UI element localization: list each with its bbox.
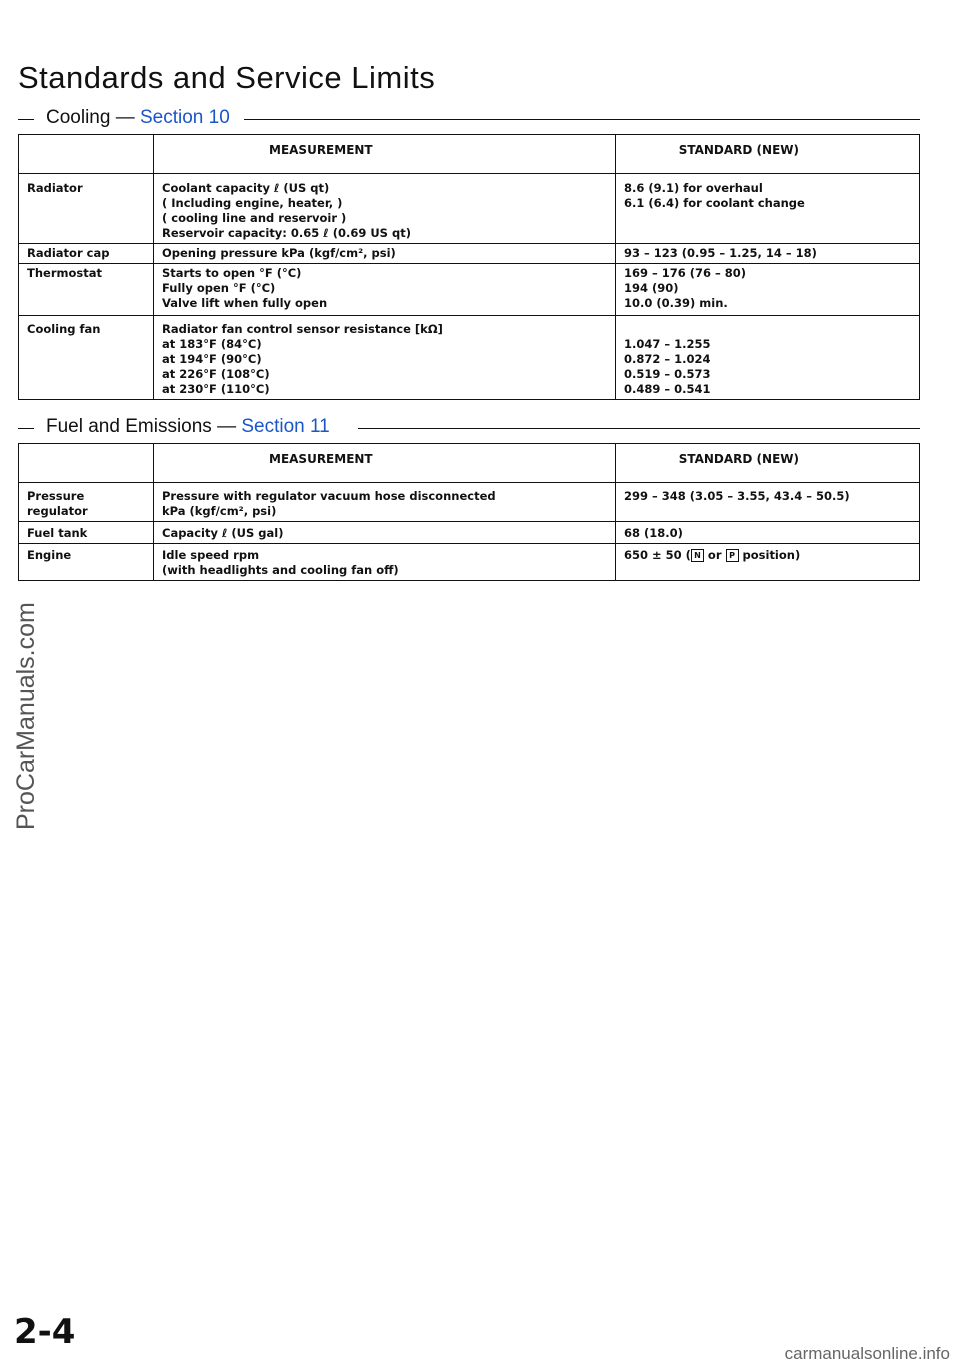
row-item: Fuel tank: [19, 522, 154, 544]
measurement-line: Starts to open °F (°C): [162, 266, 302, 280]
standard-line: 650 ± 50 ( N or P position): [624, 548, 801, 562]
table-row: [19, 316, 920, 400]
measurement-line: Reservoir capacity: 0.65 ℓ (0.69 US qt): [162, 226, 411, 240]
table-row: [19, 244, 920, 264]
fuel-table: [18, 443, 920, 581]
page-title: Standards and Service Limits: [18, 60, 436, 95]
measurement-line: Fully open °F (°C): [162, 281, 276, 295]
measurement-line: Valve lift when fully open: [162, 296, 328, 310]
measurement-line: Idle speed rpm: [162, 548, 260, 562]
park-position-icon: P: [726, 549, 739, 562]
row-item: Cooling fan: [19, 316, 154, 400]
standard-line: 299 – 348 (3.05 – 3.55, 43.4 – 50.5): [624, 489, 850, 503]
fuel-section-header: [18, 416, 920, 440]
divider: [358, 428, 920, 429]
column-header-standard: STANDARD (NEW): [616, 135, 920, 174]
table-row: [19, 483, 920, 522]
measurement-line: at 194°F (90°C): [162, 352, 262, 366]
measurement-line: Pressure with regulator vacuum hose disconnected: [162, 489, 496, 503]
standard-line: 0.519 – 0.573: [624, 367, 711, 381]
table-row: [19, 264, 920, 316]
cooling-section-header: [18, 107, 920, 131]
table-header-row: [19, 444, 920, 483]
measurement-line: at 230°F (110°C): [162, 382, 270, 396]
divider: [18, 119, 34, 120]
page-number: 2-4: [14, 1312, 76, 1352]
row-item: Thermostat: [19, 264, 154, 316]
row-item: Engine: [19, 544, 154, 581]
table-row: [19, 174, 920, 244]
measurement-line: Coolant capacity ℓ (US qt): [162, 181, 330, 195]
measurement-line: (with headlights and cooling fan off): [162, 563, 399, 577]
table-row: [19, 522, 920, 544]
measurement-line: at 183°F (84°C): [162, 337, 262, 351]
neutral-position-icon: N: [691, 549, 704, 562]
standard-line: 1.047 – 1.255: [624, 337, 711, 351]
measurement-line: ( Including engine, heater, ): [162, 196, 343, 210]
standard-line: 68 (18.0): [624, 526, 683, 540]
watermark: ProCarManuals.com: [12, 602, 40, 830]
measurement-line: ( cooling line and reservoir ): [162, 211, 347, 225]
standard-line: 194 (90): [624, 281, 679, 295]
cooling-title: Cooling —: [46, 107, 135, 128]
row-item: Radiator: [19, 174, 154, 244]
footer-site: carmanualsonline.info: [784, 1344, 950, 1363]
cooling-table: [18, 134, 920, 400]
column-header-measurement: MEASUREMENT: [154, 135, 616, 174]
standard-line: [624, 322, 911, 337]
table-header-row: [19, 135, 920, 174]
standard-line: 169 – 176 (76 – 80): [624, 266, 747, 280]
standard-line: 8.6 (9.1) for overhaul: [624, 181, 763, 195]
table-row: [19, 544, 920, 581]
standard-line: 6.1 (6.4) for coolant change: [624, 196, 805, 210]
cooling-section-link[interactable]: Section 10: [140, 107, 230, 128]
fuel-section-link[interactable]: Section 11: [241, 416, 330, 437]
row-item: Pressure regulator: [19, 483, 154, 522]
measurement-line: Capacity ℓ (US gal): [162, 526, 284, 540]
standard-line: 0.489 – 0.541: [624, 382, 711, 396]
standard-line: 10.0 (0.39) min.: [624, 296, 728, 310]
divider: [244, 119, 920, 120]
standard-line: 0.872 – 1.024: [624, 352, 711, 366]
row-item: Radiator cap: [19, 244, 154, 264]
divider: [18, 428, 34, 429]
measurement-line: at 226°F (108°C): [162, 367, 270, 381]
measurement-line: kPa (kgf/cm², psi): [162, 504, 277, 518]
fuel-title: Fuel and Emissions —: [46, 416, 237, 437]
column-header-standard: STANDARD (NEW): [616, 444, 920, 483]
column-header-measurement: MEASUREMENT: [154, 444, 616, 483]
measurement-line: Radiator fan control sensor resistance [kΩ]: [162, 322, 443, 336]
measurement-line: Opening pressure kPa (kgf/cm², psi): [162, 246, 396, 260]
standard-line: 93 – 123 (0.95 – 1.25, 14 – 18): [624, 246, 817, 260]
